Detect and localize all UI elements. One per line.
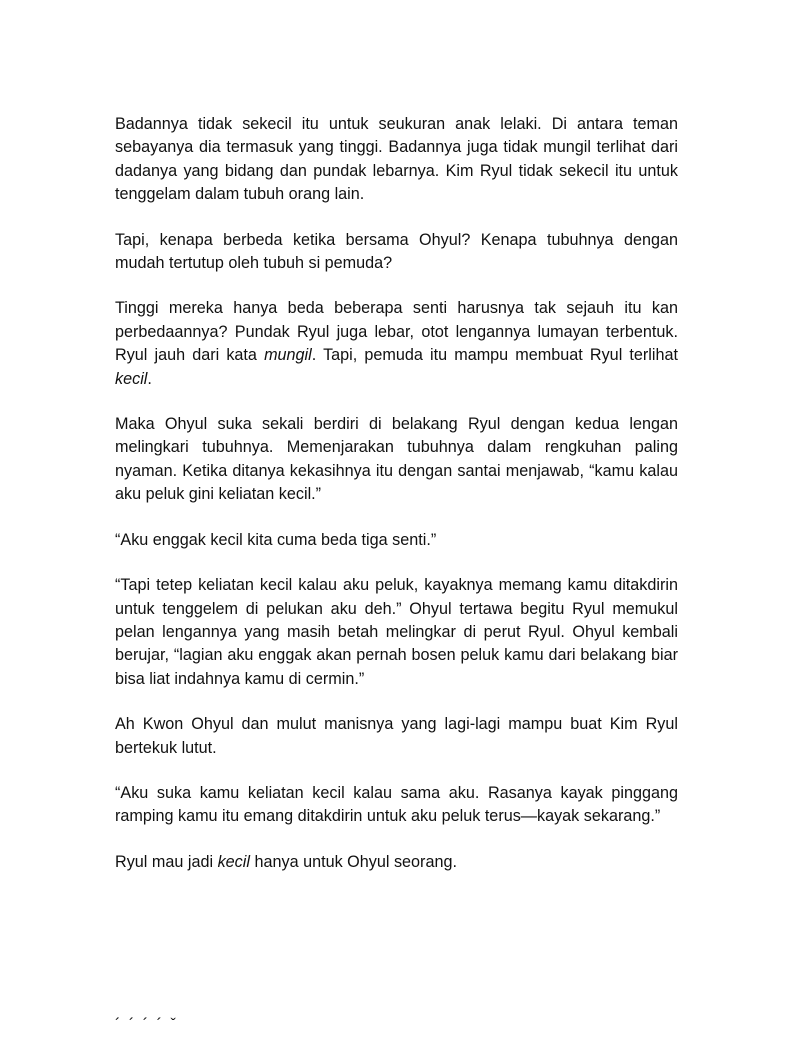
paragraph-3-text-c: . xyxy=(147,369,152,388)
paragraph-4: Maka Ohyul suka sekali berdiri di belakang Ryul dengan kedua lengan melingkari tubuhnya. Memenjarakan tubuhnya dalam rengkuhan paling nyaman. Ketika ditanya kekasihnya itu dengan santai menjawab, “kamu kalau aku peluk gini keliatan kecil.” xyxy=(115,415,678,504)
paragraph-9-text-b: hanya untuk Ohyul seorang. xyxy=(249,852,457,871)
italic-word-kecil-final: kecil xyxy=(217,852,250,871)
paragraph-9-text-a: Ryul mau jadi xyxy=(115,852,218,871)
italic-word-mungil: mungil xyxy=(264,346,312,365)
cut-off-text-line xyxy=(115,1016,495,1034)
paragraph-3-text-b: . Tapi, pemuda itu mampu membuat Ryul terlihat xyxy=(311,346,678,365)
paragraph-9 xyxy=(115,851,678,874)
paragraph-6: “Tapi tetep keliatan kecil kalau aku peluk, kayaknya memang kamu ditakdirin untuk tenggelem di pelukan aku deh.” Ohyul tertawa begitu Ryul memukul pelan lengannya yang masih betah melingkar di perut Ryul. Ohyul kembali berujar, “lagian aku enggak akan pernah bosen peluk kamu dari belakang biar bisa liat indahnya kamu di cermin.” xyxy=(115,576,678,688)
paragraph-2: Tapi, kenapa berbeda ketika bersama Ohyul? Kenapa tubuhnya dengan mudah tertutup oleh tubuh si pemuda? xyxy=(115,230,678,273)
paragraph-3-text-a: Tinggi mereka hanya beda beberapa senti harusnya tak sejauh itu kan perbedaannya? Pundak Ryul juga lebar, otot lengannya lumayan terbentuk. Ryul jauh dari kata xyxy=(115,299,678,365)
document-page xyxy=(115,113,678,896)
paragraph-3 xyxy=(115,297,678,391)
paragraph-8: “Aku suka kamu keliatan kecil kalau sama aku. Rasanya kayak pinggang ramping kamu itu emang ditakdirin untuk aku peluk terus—kayak sekarang.” xyxy=(115,783,678,826)
paragraph-5: “Aku enggak kecil kita cuma beda tiga senti.” xyxy=(115,530,437,549)
italic-word-kecil: kecil xyxy=(115,369,148,388)
paragraph-1: Badannya tidak sekecil itu untuk seukuran anak lelaki. Di antara teman sebayanya dia termasuk yang tinggi. Badannya juga tidak mungil terlihat dari dadanya yang bidang dan pundak lebarnya. Kim Ryul tidak sekecil itu untuk tenggelam dalam tubuh orang lain. xyxy=(115,115,678,204)
paragraph-7: Ah Kwon Ohyul dan mulut manisnya yang lagi-lagi mampu buat Kim Ryul bertekuk lutut. xyxy=(115,715,678,757)
cut-off-text: ´ ´ ´ ´ ˇ xyxy=(115,1016,178,1034)
